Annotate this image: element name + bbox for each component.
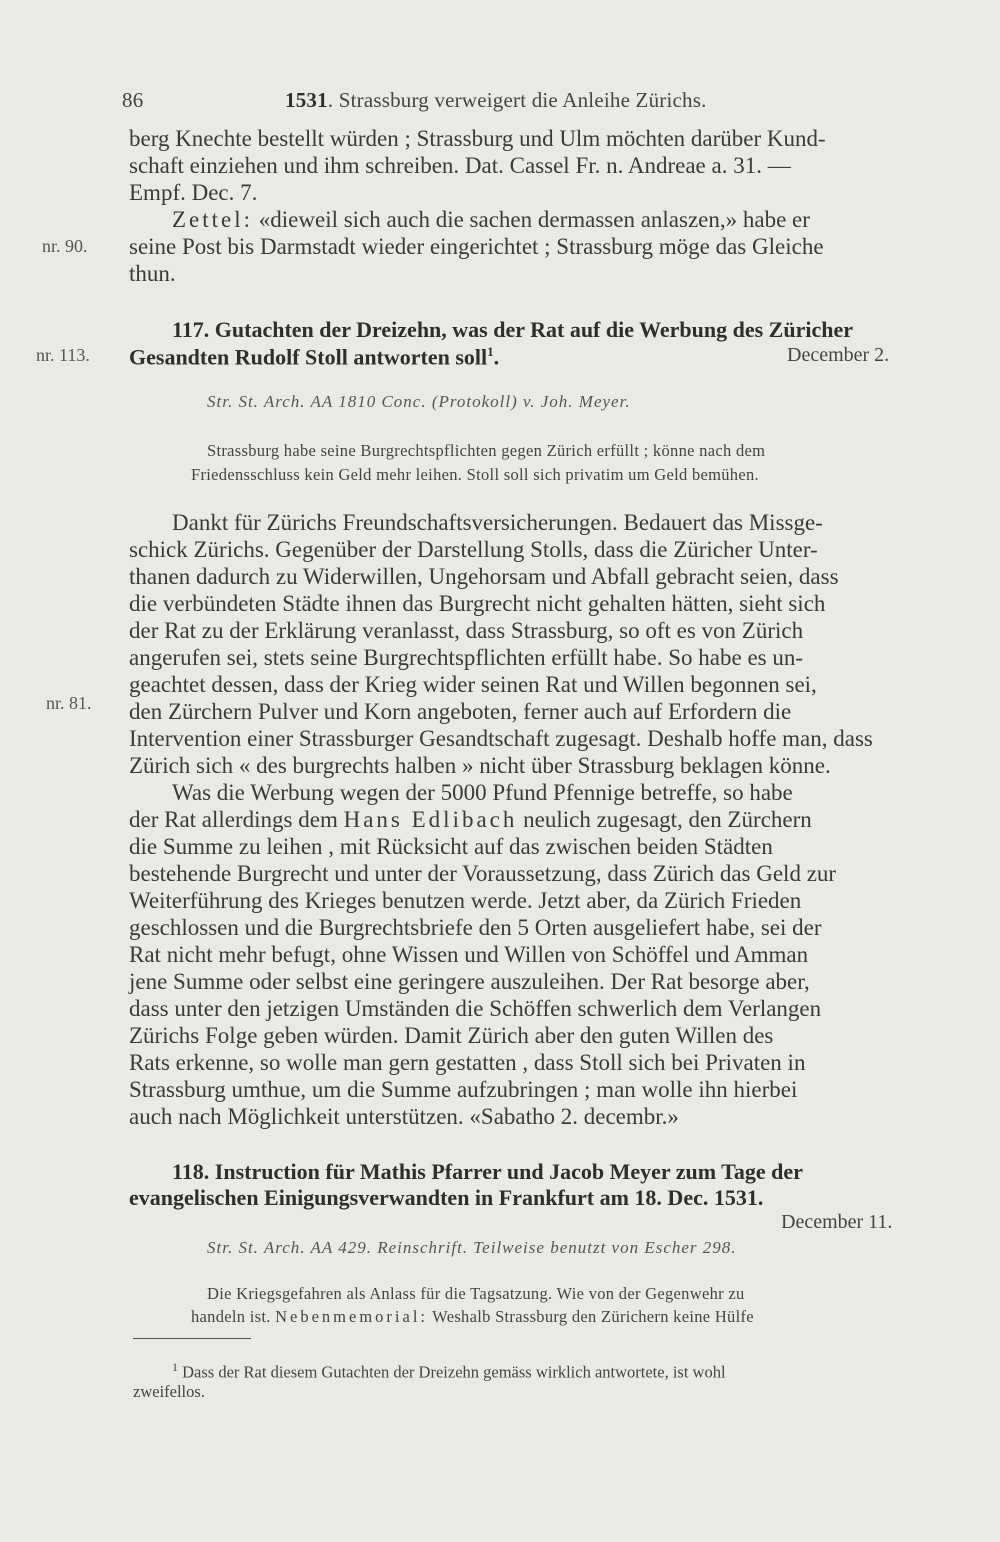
entry-118-heading: 118. Instruction für Mathis Pfarrer und Jacob Meyer zum Tage der <box>172 1159 803 1184</box>
header-year: 1531 <box>285 88 328 112</box>
summary-text: Weshalb Strassburg den Zürichern keine Hülfe <box>432 1307 754 1326</box>
entry-118-date: December 11. <box>781 1211 893 1233</box>
footnote-line <box>172 1360 726 1383</box>
entry-117-heading: 117. Gutachten der Dreizehn, was der Rat auf die Werbung des Züricher <box>172 317 853 342</box>
text-line: schick Zürichs. Gegenüber der Darstellung Stolls, dass die Züricher Unter- <box>129 537 818 562</box>
text-line: geschlossen und die Burgrechtsbriefe den 5 Orten ausgeliefert habe, sei der <box>129 915 822 940</box>
summary-text: handeln ist. <box>191 1307 271 1326</box>
page-number: 86 <box>122 88 144 112</box>
heading-text: Gesandten Rudolf Stoll antworten soll <box>129 344 488 370</box>
zettel-label: Zettel: <box>172 207 254 232</box>
text-line: der Rat zu der Erklärung veranlasst, dass Strassburg, so oft es von Zürich <box>129 618 804 643</box>
text-line: bestehende Burgrecht und unter der Voraussetzung, dass Zürich das Geld zur <box>129 861 837 886</box>
margin-note: nr. 90. <box>42 236 88 256</box>
margin-note: nr. 113. <box>36 345 90 365</box>
footnote-ref: 1 <box>487 344 494 359</box>
text-line: jene Summe oder selbst eine geringere auszuleihen. Der Rat besorge aber, <box>129 969 810 994</box>
text-line: angerufen sei, stets seine Burgrechtspflichten erfüllt habe. So habe es un- <box>129 645 804 670</box>
text-line: Zürich sich « des burgrechts halben » nicht über Strassburg beklagen könne. <box>129 753 831 778</box>
summary-line: Die Kriegsgefahren als Anlass für die Tagsatzung. Wie von der Gegenwehr zu <box>207 1284 745 1303</box>
entry-117-source: Str. St. Arch. AA 1810 Conc. (Protokoll) v. Joh. Meyer. <box>207 392 631 411</box>
text-line: thun. <box>129 261 176 286</box>
zettel-text: «dieweil sich auch die sachen dermassen anlaszen,» habe er <box>258 207 810 232</box>
text-line: Empf. Dec. 7. <box>129 180 258 205</box>
text-line: berg Knechte bestellt würden ; Strassburg und Ulm möchten darüber Kund- <box>129 126 826 151</box>
text-line: Weiterführung des Krieges benutzen werde. Jetzt aber, da Zürich Frieden <box>129 888 802 913</box>
text-line: Zürichs Folge geben würden. Damit Zürich aber den guten Willen des <box>129 1023 774 1048</box>
text-line: thanen dadurch zu Widerwillen, Ungehorsam und Abfall gebracht seien, dass <box>129 564 839 589</box>
text-line: Rat nicht mehr befugt, ohne Wissen und Willen von Schöffel und Amman <box>129 942 809 967</box>
text-line: geachtet dessen, dass der Krieg wider seinen Rat und Willen begonnen sei, <box>129 672 817 697</box>
footnote-text: Dass der Rat diesem Gutachten der Dreizehn gemäss wirklich antwortete, ist wohl <box>182 1362 726 1382</box>
footnote-rule <box>133 1338 251 1339</box>
footnote-line: zweifellos. <box>133 1382 205 1401</box>
text-line: die Summe zu leihen , mit Rücksicht auf das zwischen beiden Städten <box>129 834 773 859</box>
text-line <box>172 207 810 233</box>
text-line: seine Post bis Darmstadt wieder eingerichtet ; Strassburg möge das Gleiche <box>129 234 824 259</box>
text-line: schaft einziehen und ihm schreiben. Dat. Cassel Fr. n. Andreae a. 31. — <box>129 153 791 178</box>
summary-line: Strassburg habe seine Burgrechtspflichten gegen Zürich erfüllt ; könne nach dem <box>207 441 766 460</box>
summary-line: Friedensschluss kein Geld mehr leihen. Stoll soll sich privatim um Geld bemühen. <box>191 465 759 484</box>
text-line: dass unter den jetzigen Umständen die Schöffen schwerlich dem Verlangen <box>129 996 822 1021</box>
text-line: die verbündeten Städte ihnen das Burgrecht nicht gehalten hätten, sieht sich <box>129 591 826 616</box>
text-line: auch nach Möglichkeit unterstützen. «Sabatho 2. decembr.» <box>129 1104 679 1129</box>
text-line: den Zürchern Pulver und Korn angeboten, ferner auch auf Erfordern die <box>129 699 792 724</box>
text-line: Strassburg umthue, um die Summe aufzubringen ; man wolle ihn hierbei <box>129 1077 798 1102</box>
running-header: 1531. Strassburg verweigert die Anleihe Zürichs. <box>285 88 707 112</box>
text-line: Was die Werbung wegen der 5000 Pfund Pfennige betreffe, so habe <box>172 780 793 805</box>
line-suffix: neulich zugesagt, den Zürchern <box>523 807 812 832</box>
entry-117-date: December 2. <box>787 344 890 366</box>
text-line: Rats erkenne, so wolle man gern gestatten , dass Stoll sich bei Privaten in <box>129 1050 806 1075</box>
text-line: Intervention einer Strassburger Gesandtschaft zugesagt. Deshalb hoffe man, dass <box>129 726 873 751</box>
nebenmemorial-label: Nebenmemorial: <box>275 1307 428 1326</box>
text-line <box>129 807 812 833</box>
entry-118-heading-line2: evangelischen Einigungsverwandten in Frankfurt am 18. Dec. 1531. <box>129 1185 764 1210</box>
line-prefix: der Rat allerdings dem <box>129 807 338 832</box>
header-title: Strassburg verweigert die Anleihe Zürichs. <box>338 88 707 112</box>
text-line: Dankt für Zürichs Freundschaftsversicherungen. Bedauert das Missge- <box>172 510 823 535</box>
margin-note: nr. 81. <box>46 693 92 713</box>
summary-line <box>191 1307 754 1327</box>
entry-117-heading-line2: Gesandten Rudolf Stoll antworten soll$^1$. <box>129 344 500 370</box>
person-name: Hans Edlibach <box>343 807 518 832</box>
entry-118-source: Str. St. Arch. AA 429. Reinschrift. Teilweise benutzt von Escher 298. <box>207 1238 737 1257</box>
footnote-number: 1 <box>172 1360 178 1374</box>
